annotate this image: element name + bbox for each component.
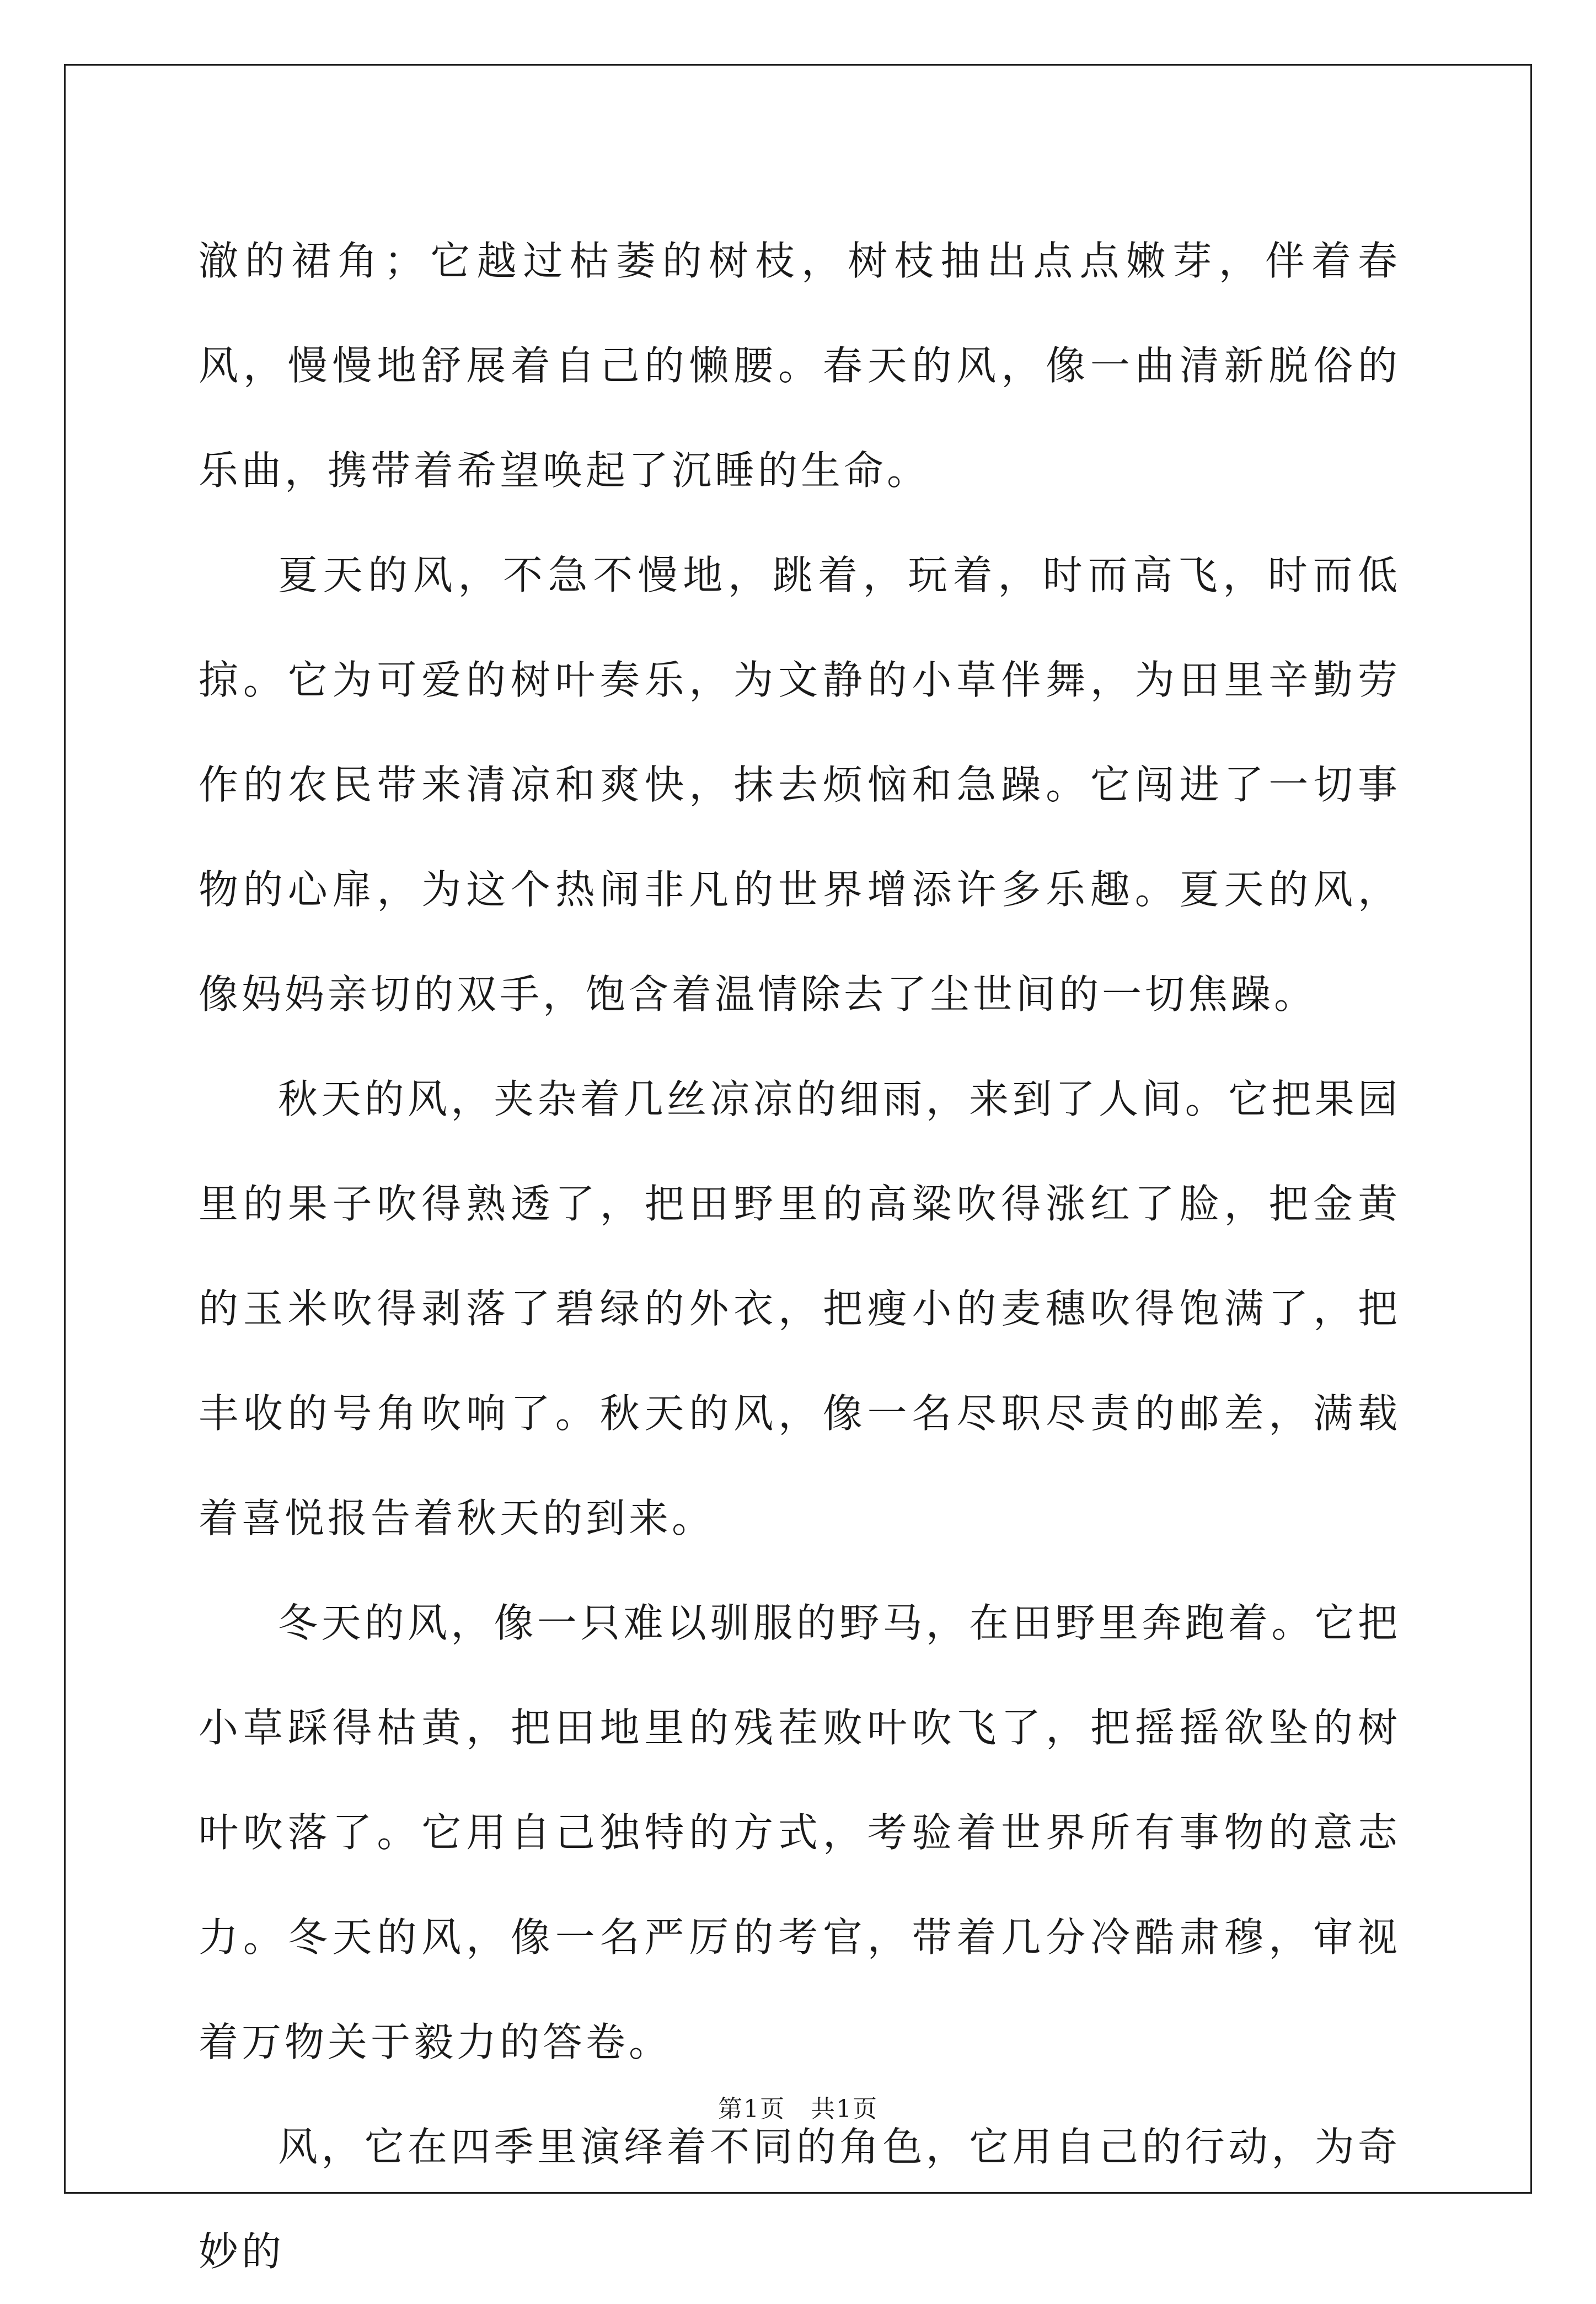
paragraph-autumn: 秋天的风，夹杂着几丝凉凉的细雨，来到了人间。它把果园里的果子吹得熟透了，把田野里的高粱吹得涨红了脸，把金黄的玉米吹得剥落了碧绿的外衣，把瘦小的麦穗吹得饱满了，把丰收的号角吹响了。秋天的风，像一名尽职尽责的邮差，满载着喜悦报告着秋天的到来。	[199, 1076, 1401, 1541]
paragraph-winter: 冬天的风，像一只难以驯服的野马，在田野里奔跑着。它把小草踩得枯黄，把田地里的残茬败叶吹飞了，把摇摇欲坠的树叶吹落了。它用自己独特的方式，考验着世界所有事物的意志力。冬天的风，像一名严厉的考官，带着几分冷酷肃穆，审视着万物关于毅力的答卷。	[199, 1600, 1401, 2065]
page-number-footer: 第1页 共1页	[718, 2095, 878, 2123]
paragraph-summer: 夏天的风，不急不慢地，跳着，玩着，时而高飞，时而低掠。它为可爱的树叶奏乐，为文静的小草伴舞，为田里辛勤劳作的农民带来清凉和爽快，抹去烦恼和急躁。它闯进了一切事物的心扉，为这个热闹非凡的世界增添许多乐趣。夏天的风，像妈妈亲切的双手，饱含着温情除去了尘世间的一切焦躁。	[199, 552, 1401, 1017]
paragraph-conclusion: 风，它在四季里演绎着不同的角色，它用自己的行动，为奇妙的	[199, 2124, 1401, 2275]
paragraph-continued: 澈的裙角；它越过枯萎的树枝，树枝抽出点点嫩芽，伴着春风，慢慢地舒展着自己的懒腰。春天的风，像一曲清新脱俗的乐曲，携带着希望唤起了沉睡的生命。	[199, 238, 1401, 494]
document-body	[199, 208, 1401, 2304]
